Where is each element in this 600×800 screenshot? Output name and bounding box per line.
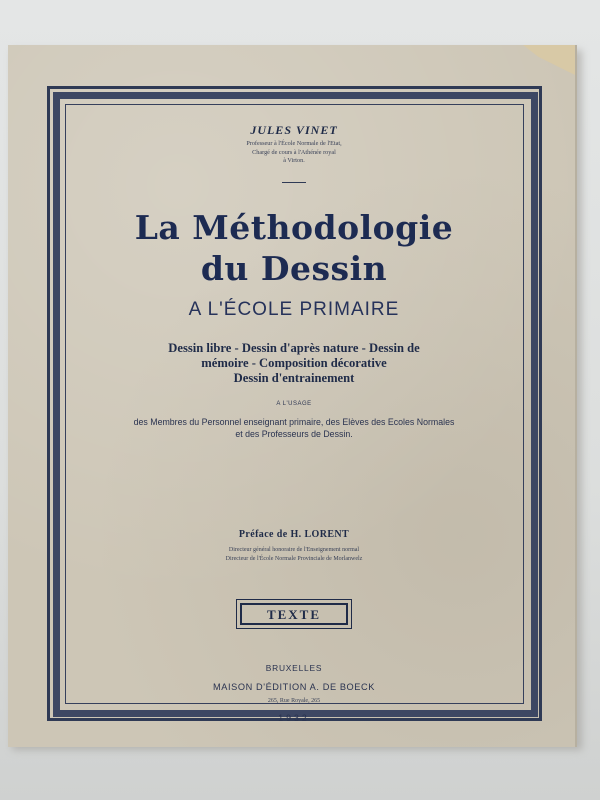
usage-label: A L'USAGE bbox=[276, 401, 312, 407]
author-affiliation bbox=[66, 140, 522, 166]
author-affiliation-line: à Virton. bbox=[283, 157, 305, 165]
topics-line: Dessin libre - Dessin d'après nature - Dessin de bbox=[168, 341, 420, 355]
author-affiliation-line: Chargé de cours à l'Athénée royal bbox=[252, 148, 336, 156]
audience-line: et des Professeurs de Dessin. bbox=[235, 429, 353, 439]
edition-label-box bbox=[236, 599, 352, 629]
publication-year: 1932 bbox=[278, 713, 310, 723]
title-line-1: La Méthodologie bbox=[134, 208, 454, 247]
subtitle: A L'ÉCOLE PRIMAIRE bbox=[188, 299, 400, 320]
worn-corner bbox=[523, 45, 575, 75]
audience-text bbox=[66, 416, 522, 440]
audience-line: des Membres du Personnel enseignant primaire, des Elèves des Ecoles Normales bbox=[133, 417, 455, 427]
edition-label: TEXTE bbox=[240, 603, 348, 625]
topics-line: mémoire - Composition décorative bbox=[201, 356, 387, 370]
preface-affiliation-line: Directeur de l'École Normale Provinciale de Morlanwelz bbox=[225, 556, 363, 562]
publisher-city: BRUXELLES bbox=[265, 663, 323, 673]
book-cover bbox=[8, 45, 577, 747]
divider bbox=[282, 182, 306, 183]
author-affiliation-line: Professeur à l'École Normale de l'Etat, bbox=[246, 140, 342, 147]
topics-line: Dessin d'entrainement bbox=[233, 371, 355, 385]
cover-content bbox=[66, 105, 522, 723]
preface-affiliation-line: Directeur général honoraire de l'Enseignement normal bbox=[228, 547, 360, 553]
title-line-2: du Dessin bbox=[200, 249, 388, 288]
preface-credit: Préface de H. LORENT bbox=[238, 529, 350, 540]
publisher-name: MAISON D'ÉDITION A. DE BOECK bbox=[212, 682, 375, 692]
topics-list bbox=[74, 341, 514, 386]
publisher-address: 265, Rue Royale, 265 bbox=[267, 698, 321, 704]
preface-affiliation bbox=[66, 546, 522, 564]
author-name: JULES VINET bbox=[250, 123, 338, 137]
